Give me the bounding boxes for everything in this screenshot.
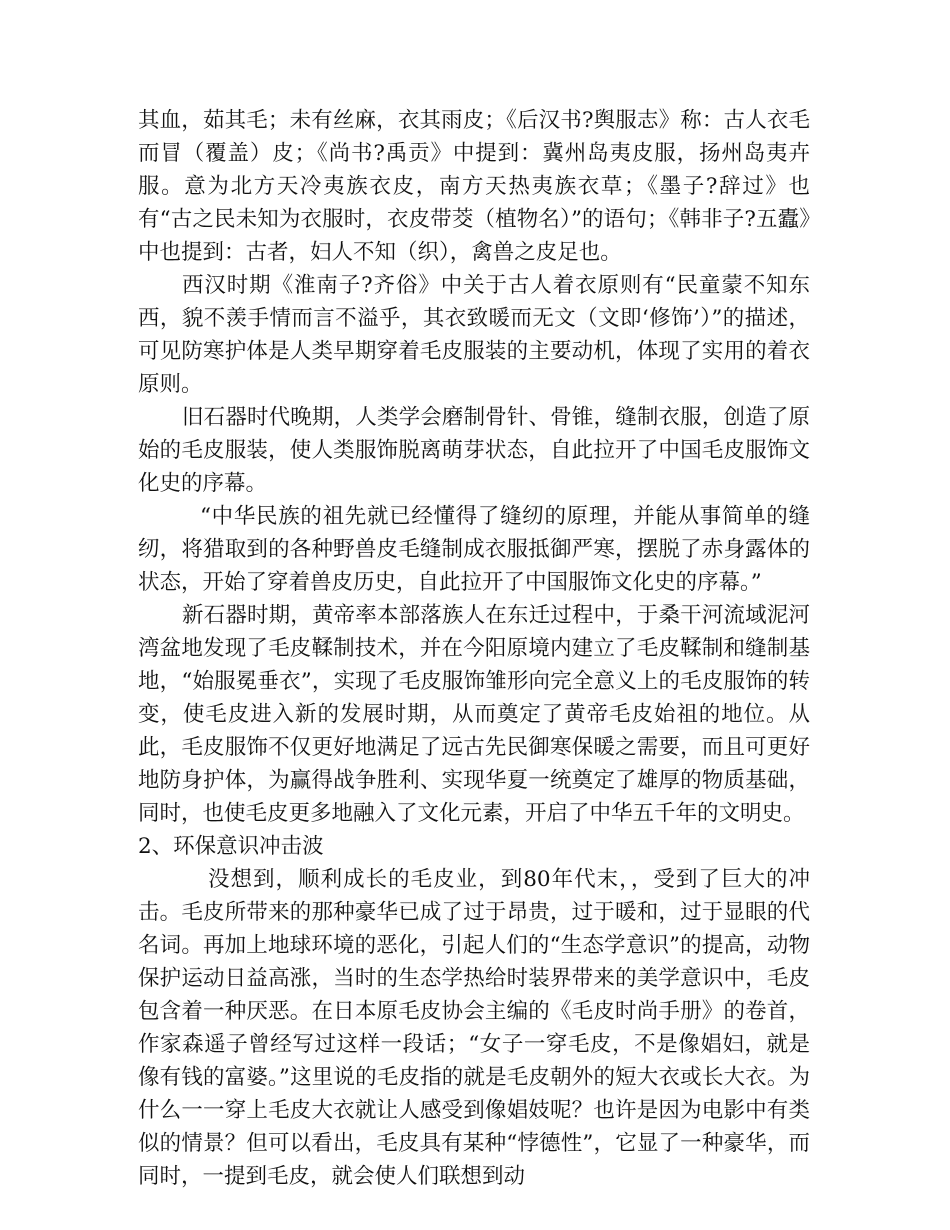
paragraph-western-han: 西汉时期《淮南子?齐俗》中关于古人着衣原则有“民童蒙不知东西，貌不羡手情而言不溢乎，其衣致暖而无文（文即‘修饰’）”的描述，可见防寒护体是人类早期穿着毛皮服装的主要动机，体现了实用的着衣原则。 [138,273,810,397]
paragraph-environmental-impact: 没想到，顺利成长的毛皮业，到80年代末，，受到了巨大的冲击。毛皮所带来的那种豪华已成了过于昂贵，过于暖和，过于显眼的代名词。再加上地球环境的恶化，引起人们的“生态学意识”的提高，动物保护运动日益高涨，当时的生态学热给时装界带来的美学意识中，毛皮包含着一种厌恶。在日本原毛皮协会主编的《毛皮时尚手册》的卷首，作家森遥子曾经写过这样一段话；“女子一穿毛皮，不是像娼妇，就是像有钱的富婆。”这里说的毛皮指的就是毛皮朝外的短大衣或长大衣。为什么一一穿上毛皮大衣就让人感受到像娼妓呢？也许是因为电影中有类似的情景？但可以看出，毛皮具有某种“悖德性”，它显了一种豪华，而同时，一提到毛皮，就会使人们联想到动 [138,867,810,1189]
document-page [138,104,810,1193]
paragraph-neolithic: 新石器时期，黄帝率本部落族人在东迁过程中，于桑干河流域泥河湾盆地发现了毛皮鞣制技术，并在今阳原境内建立了毛皮鞣制和缝制基地，“始服冕垂衣”，实现了毛皮服饰雏形向完全意义上的毛皮服饰的转变，使毛皮进入新的发展时期，从而奠定了黄帝毛皮始祖的地位。从此，毛皮服饰不仅更好地满足了远古先民御寒保暖之需要，而且可更好地防身护体，为赢得战争胜利、实现华夏一统奠定了雄厚的物质基础，同时，也使毛皮更多地融入了文化元素，开启了中华五千年的文明史。 [138,603,810,826]
paragraph-paleolithic: 旧石器时代晚期，人类学会磨制骨针、骨锥，缝制衣服，创造了原始的毛皮服装，使人类服饰脱离萌芽状态，自此拉开了中国毛皮服饰文化史的序幕。 [138,405,810,496]
section-heading: 2、环保意识冲击波 [138,834,324,859]
paragraph-ancient-texts: 其血，茹其毛；未有丝麻，衣其雨皮；《后汉书?舆服志》称：古人衣毛而冒（覆盖）皮；《尚书?禹贡》中提到：冀州岛夷皮服，扬州岛夷卉服。意为北方天冷夷族衣皮，南方天热夷族衣草；《墨子?辞过》也有“古之民未知为衣服时，衣皮带茭（植物名）”的语句；《韩非子?五蠹》中也提到：古者，妇人不知（织），禽兽之皮足也。 [138,108,810,265]
paragraph-quote-ancestors: “中华民族的祖先就已经懂得了缝纫的原理，并能从事简单的缝纫，将猎取到的各种野兽皮毛缝制成衣服抵御严寒，摆脱了赤身露体的状态，开始了穿着兽皮历史，自此拉开了中国服饰文化史的序幕。” [138,504,810,595]
